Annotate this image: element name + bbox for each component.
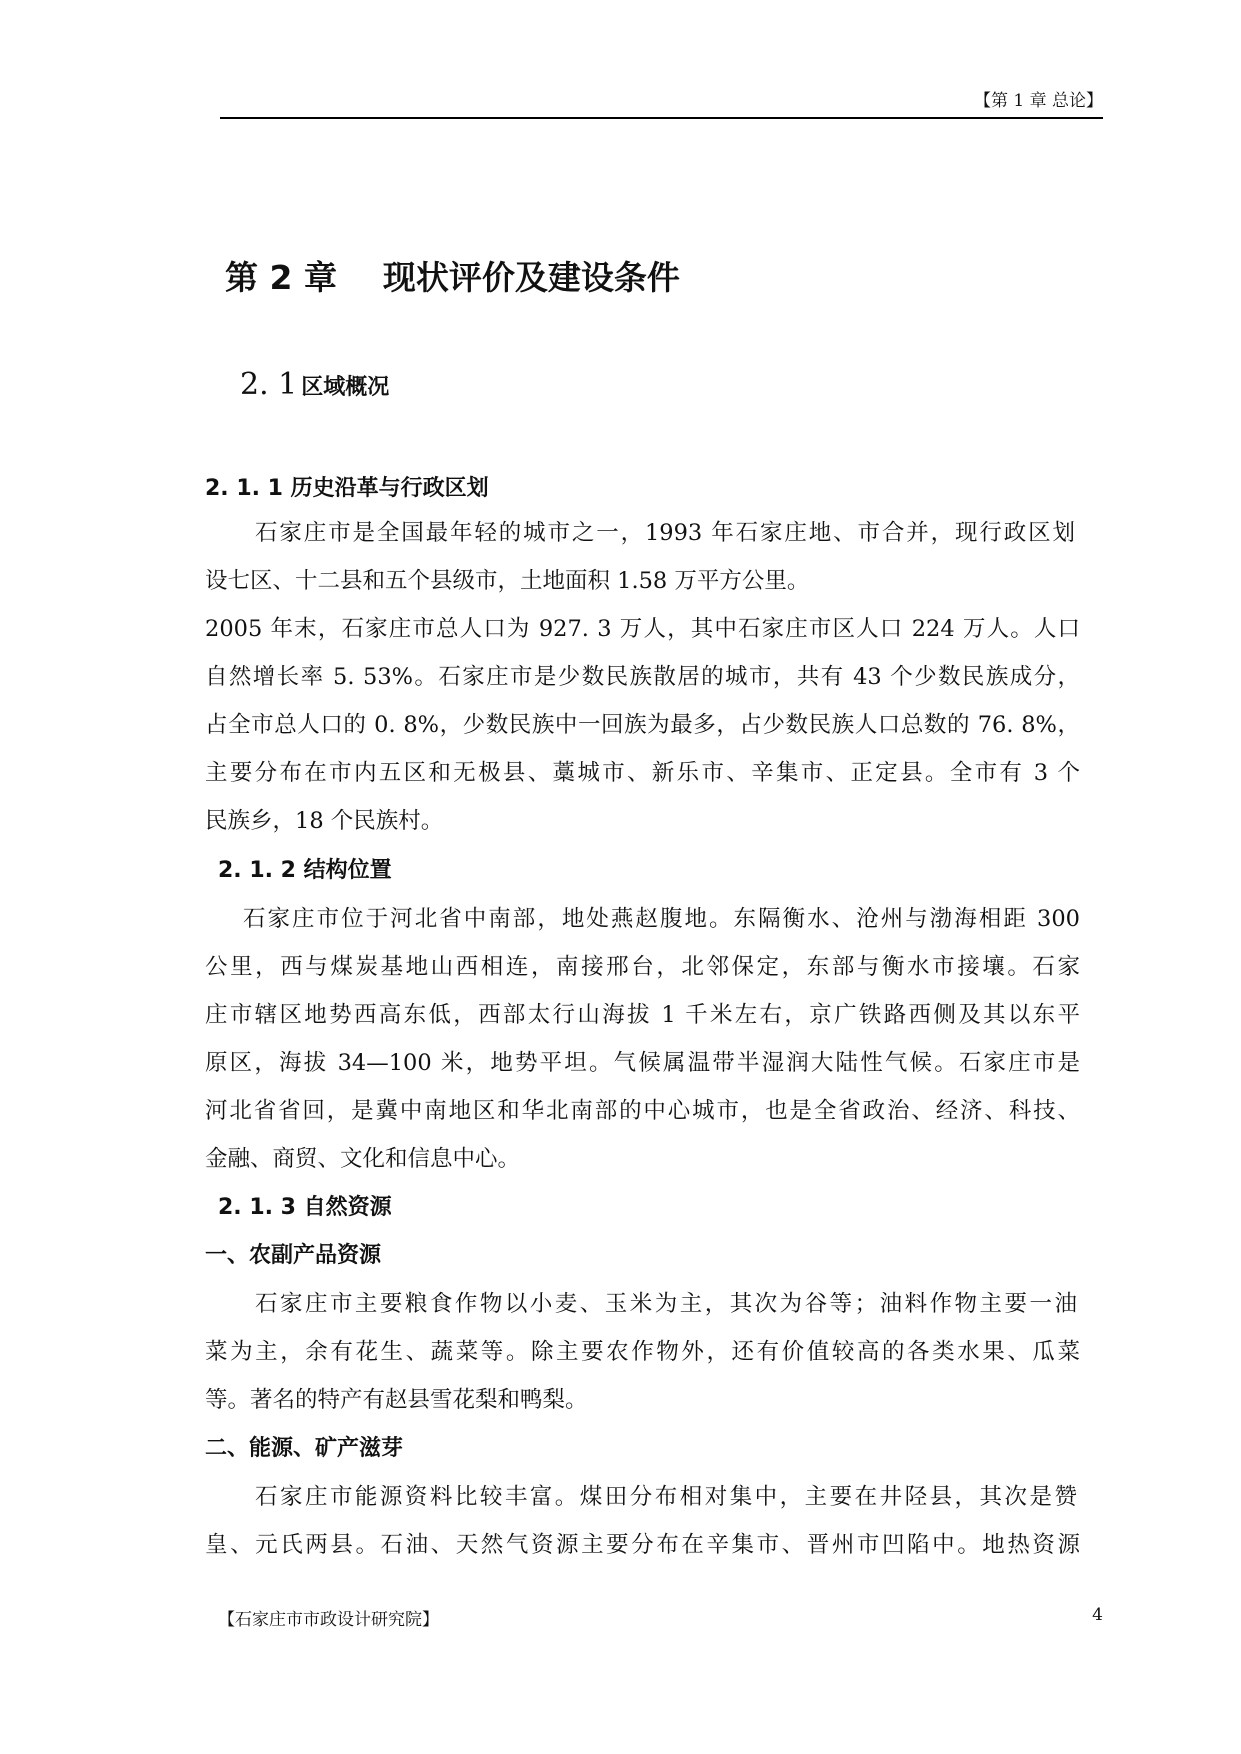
footer-institute: 【石家庄市市政设计研究院】: [218, 1610, 439, 1630]
paragraph-line: 主要分布在市内五区和无极县、藁城市、新乐市、辛集市、正定县。全市有 3 个: [205, 760, 1080, 786]
paragraph-line: 设七区、十二县和五个县级市，土地面积 1.58 万平方公里。: [205, 568, 810, 594]
chapter-title: 第 2 章 现状评价及建设条件: [225, 258, 680, 297]
heading-energy-minerals: 二、能源、矿产滋芽: [205, 1436, 404, 1461]
page-number: 4: [1092, 1605, 1103, 1625]
paragraph-line: 金融、商贸、文化和信息中心。: [205, 1146, 521, 1172]
running-header: 【第 1 章 总论】: [973, 91, 1103, 111]
paragraph-line: 石家庄市位于河北省中南部，地处燕赵腹地。东隔衡水、沧州与渤海相距 300: [243, 906, 1080, 932]
header-rule: [220, 117, 1103, 119]
paragraph-line: 皇、元氏两县。石油、天然气资源主要分布在辛集市、晋州市凹陷中。地热资源: [205, 1532, 1080, 1558]
paragraph-line: 民族乡，18 个民族村。: [205, 808, 444, 834]
paragraph-line: 菜为主，余有花生、蔬菜等。除主要农作物外，还有价值较高的各类水果、瓜菜: [205, 1339, 1080, 1365]
paragraph-line: 石家庄市是全国最年轻的城市之一，1993 年石家庄地、市合并，现行政区划: [255, 520, 1075, 546]
paragraph-line: 石家庄市主要粮食作物以小麦、玉米为主，其次为谷等；油料作物主要一油: [255, 1291, 1077, 1317]
paragraph-line: 等。著名的特产有赵县雪花梨和鸭梨。: [205, 1387, 588, 1413]
paragraph-line: 原区，海拔 34—100 米，地势平坦。气候属温带半湿润大陆性气候。石家庄市是: [205, 1050, 1080, 1076]
paragraph-line: 自然增长率 5. 53%。石家庄市是少数民族散居的城市，共有 43 个少数民族成分，: [205, 664, 1080, 690]
subsection-title-2-1-2: 2. 1. 2 结构位置: [218, 858, 392, 883]
paragraph-line: 河北省省回，是冀中南地区和华北南部的中心城市，也是全省政治、经济、科技、: [205, 1098, 1080, 1124]
heading-agricultural-resources: 一、农副产品资源: [205, 1243, 382, 1268]
subsection-title-2-1-1: 2. 1. 1 历史沿革与行政区划: [205, 476, 489, 501]
section-title: [240, 367, 389, 402]
paragraph-line: 石家庄市能源资料比较丰富。煤田分布相对集中，主要在井陉县，其次是赞: [255, 1484, 1077, 1510]
paragraph-line: 2005 年末，石家庄市总人口为 927. 3 万人，其中石家庄市区人口 224 万人。人口: [205, 616, 1080, 642]
section-number: 2. 1: [240, 367, 298, 402]
section-heading: 区域概况: [301, 375, 390, 400]
subsection-title-2-1-3: 2. 1. 3 自然资源: [218, 1195, 392, 1220]
paragraph-line: 占全市总人口的 0. 8%，少数民族中一回族为最多，占少数民族人口总数的 76. 8%，: [205, 712, 1080, 738]
paragraph-line: 庄市辖区地势西高东低，西部太行山海拔 1 千米左右，京广铁路西侧及其以东平: [205, 1002, 1080, 1028]
paragraph-line: 公里，西与煤炭基地山西相连，南接邢台，北邻保定，东部与衡水市接壤。石家: [205, 954, 1080, 980]
